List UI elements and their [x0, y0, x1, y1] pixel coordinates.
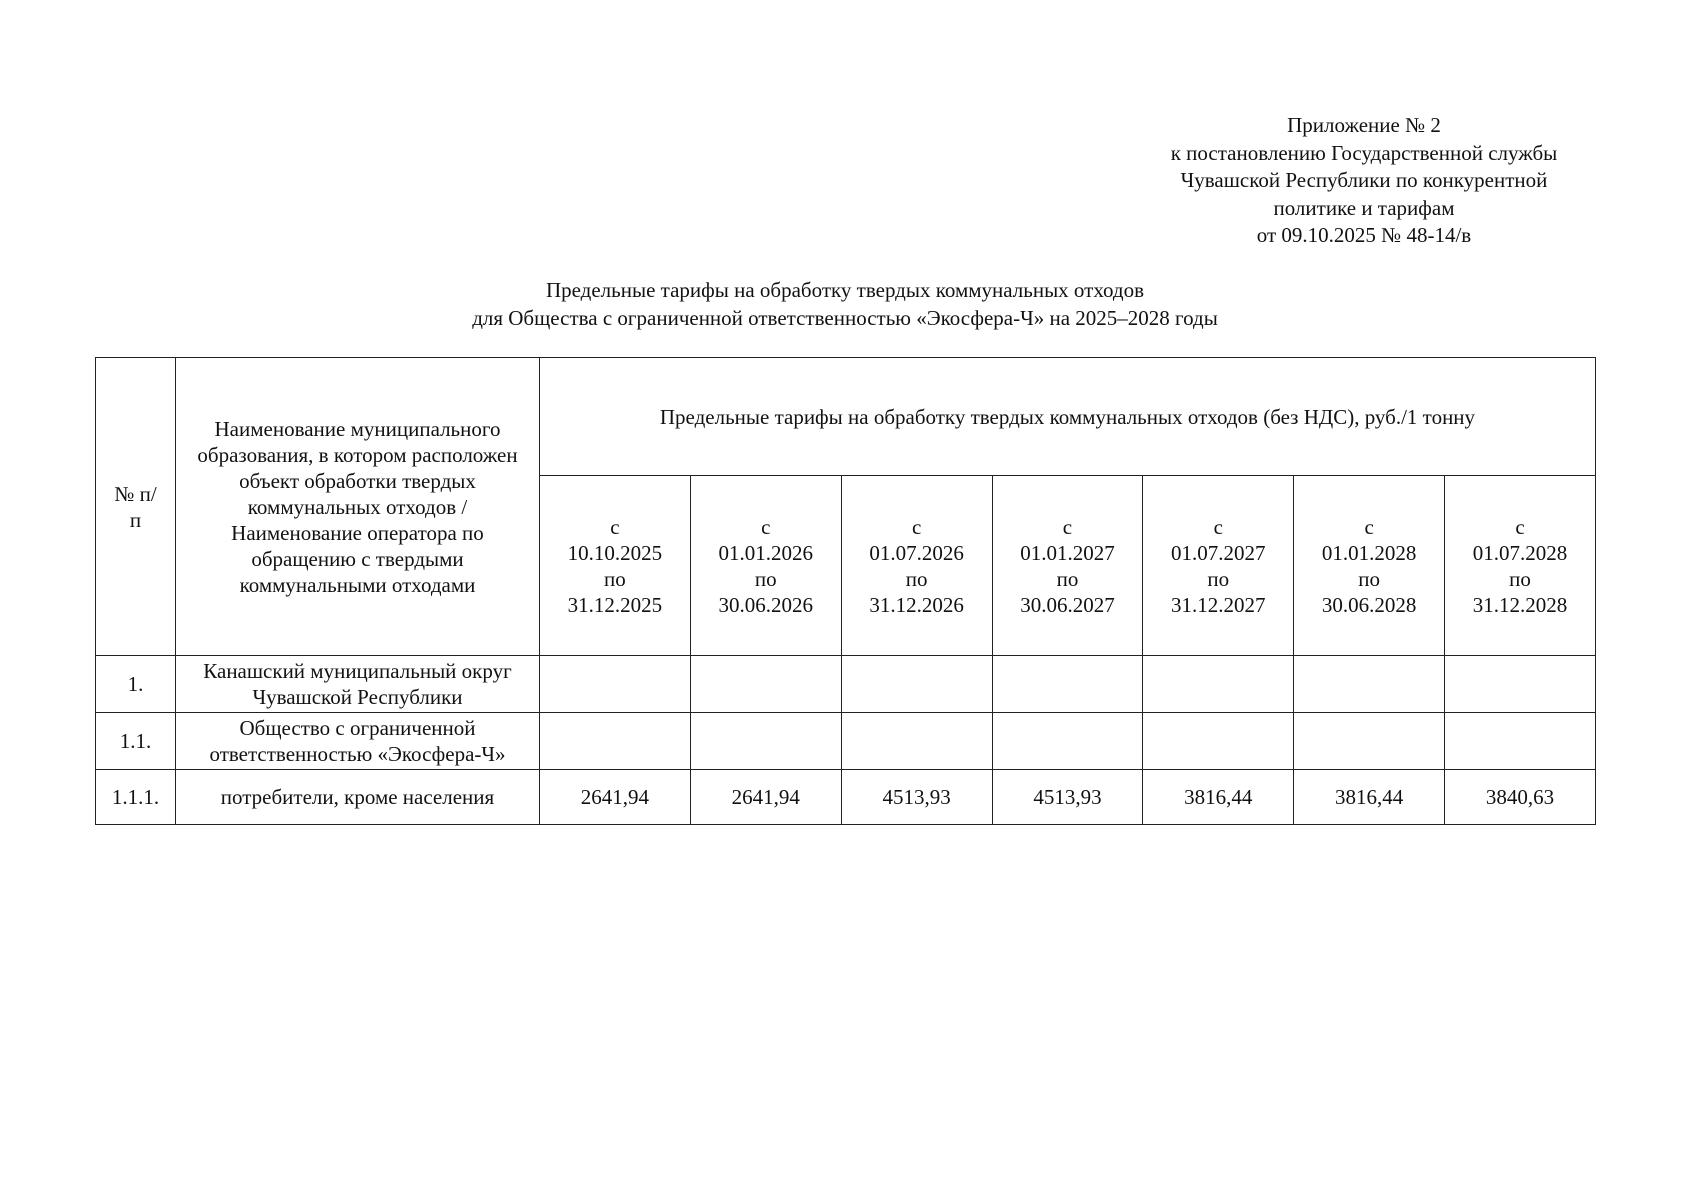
tariff-value: [690, 713, 841, 770]
header-period: [1445, 476, 1596, 656]
appendix-line: политике и тарифам: [1273, 195, 1455, 220]
tariff-value: 2641,94: [690, 770, 841, 825]
tariff-value: 2641,94: [540, 770, 691, 825]
period-to: 31.12.2026: [869, 592, 964, 617]
header-period: [690, 476, 841, 656]
period-from: 01.01.2027: [1020, 540, 1115, 565]
tariff-value: [1294, 713, 1445, 770]
period-to-label: по: [754, 566, 777, 591]
tariff-value: 3816,44: [1294, 770, 1445, 825]
document-title-line-1: Предельные тарифы на обработку твердых коммунальных отходов: [545, 278, 1145, 302]
row-name: Общество с ограниченной ответственностью «Экосфера-Ч»: [176, 713, 540, 770]
row-number: 1.1.1.: [96, 770, 176, 825]
row-number: 1.1.: [96, 713, 176, 770]
tariff-value: 3840,63: [1445, 770, 1596, 825]
document-title-line-2: для Общества с ограниченной ответственностью «Экосфера-Ч» на 2025–2028 годы: [472, 306, 1218, 330]
appendix-block: [1134, 112, 1594, 250]
tariff-value: [841, 713, 992, 770]
period-from: 01.07.2028: [1472, 540, 1568, 565]
tariff-value: [841, 656, 992, 713]
tariff-value: [540, 713, 691, 770]
header-tariff-group: Предельные тарифы на обработку твердых коммунальных отходов (без НДС), руб./1 тонну: [540, 358, 1596, 476]
period-to: 30.06.2028: [1321, 592, 1417, 617]
row-name: Канашский муниципальный округ Чувашской Республики: [176, 656, 540, 713]
header-name: Наименование муниципального образования, в котором расположен объект обработки твердых коммунальных отходов / Наименование оператора по обращению с твердыми коммунальными отходами: [176, 358, 540, 656]
tariff-value: [1143, 656, 1294, 713]
period-from-label: с: [610, 514, 620, 539]
tariff-value: [1294, 656, 1445, 713]
period-from: 01.07.2027: [1171, 540, 1266, 565]
row-name: потребители, кроме населения: [176, 770, 540, 825]
header-period: [992, 476, 1143, 656]
row-number: 1.: [96, 656, 176, 713]
period-to: 31.12.2027: [1171, 592, 1266, 617]
period-from-label: с: [761, 514, 771, 539]
period-from: 01.07.2026: [869, 540, 964, 565]
document-title: [330, 276, 1360, 332]
period-to-label: по: [1056, 566, 1079, 591]
tariff-value: [540, 656, 691, 713]
period-to-label: по: [604, 566, 626, 591]
period-to: 31.12.2025: [567, 592, 663, 617]
period-to: 31.12.2028: [1472, 592, 1568, 617]
table-row: [96, 713, 1596, 770]
period-from: 01.01.2028: [1321, 540, 1417, 565]
tariff-value: 4513,93: [841, 770, 992, 825]
table-row: [96, 656, 1596, 713]
header-number: № п/п: [96, 358, 176, 656]
period-to-label: по: [1358, 566, 1381, 591]
period-from-label: с: [1213, 514, 1223, 539]
tariff-value: 4513,93: [992, 770, 1143, 825]
period-to-label: по: [905, 566, 928, 591]
period-from: 01.01.2026: [718, 540, 814, 565]
period-to: 30.06.2026: [718, 592, 814, 617]
tariff-value: [690, 656, 841, 713]
period-to-label: по: [1207, 566, 1230, 591]
header-period: [1143, 476, 1294, 656]
table-row: [96, 770, 1596, 825]
tariff-value: 3816,44: [1143, 770, 1294, 825]
appendix-line: к постановлению Государственной службы: [1170, 140, 1558, 165]
period-from-label: с: [1062, 514, 1073, 539]
tariff-value: [1445, 713, 1596, 770]
tariffs-table: [95, 357, 1596, 825]
header-period: [1294, 476, 1445, 656]
appendix-line: Приложение № 2: [1287, 113, 1441, 137]
table-body: [96, 656, 1596, 825]
tariff-value: [1445, 656, 1596, 713]
period-from-label: с: [911, 514, 922, 539]
tariff-value: [992, 713, 1143, 770]
tariff-value: [1143, 713, 1294, 770]
period-from: 10.10.2025: [567, 540, 663, 565]
tariff-value: [992, 656, 1143, 713]
period-from-label: с: [1515, 514, 1525, 539]
header-period: [841, 476, 992, 656]
period-to: 30.06.2027: [1020, 592, 1115, 617]
appendix-line: от 09.10.2025 № 48-14/в: [1256, 223, 1472, 247]
period-to-label: по: [1509, 566, 1531, 591]
appendix-line: Чувашской Республики по конкурентной: [1180, 168, 1548, 192]
header-period: [540, 476, 691, 656]
period-from-label: с: [1364, 514, 1374, 539]
